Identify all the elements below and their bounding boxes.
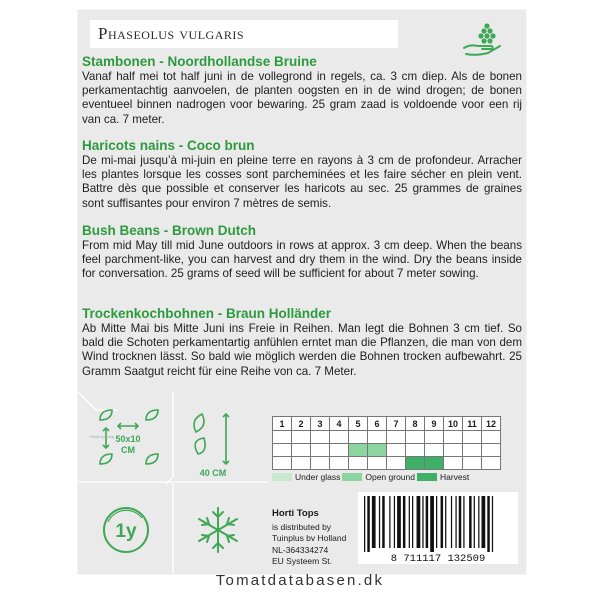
barcode-bar bbox=[451, 496, 452, 548]
barcode-bar bbox=[492, 496, 493, 552]
calendar-cell bbox=[425, 431, 444, 444]
spacing-label-line2: CM bbox=[121, 445, 135, 455]
barcode-bar bbox=[417, 496, 421, 548]
barcode-bar bbox=[367, 496, 370, 552]
barcode-bar bbox=[422, 496, 423, 548]
calendar-cell bbox=[444, 444, 463, 457]
month-header: 9 bbox=[425, 417, 444, 431]
brand-name: Horti Tops bbox=[272, 508, 319, 519]
month-header: 4 bbox=[330, 417, 349, 431]
calendar-cell bbox=[273, 431, 292, 444]
plant-height-icon bbox=[194, 414, 229, 464]
barcode-bar bbox=[394, 496, 395, 548]
barcode-bar bbox=[379, 496, 380, 548]
calendar-cell bbox=[330, 444, 349, 457]
barcode-bar bbox=[482, 496, 486, 548]
calendar-cell bbox=[387, 431, 406, 444]
section-german bbox=[82, 306, 522, 379]
calendar-cell bbox=[311, 457, 330, 470]
calendar-cell bbox=[444, 431, 463, 444]
barcode-bar bbox=[382, 496, 385, 548]
barcode-bar bbox=[397, 496, 401, 548]
calendar-cell bbox=[406, 457, 425, 470]
section-heading: Bush Beans - Brown Dutch bbox=[82, 223, 257, 238]
watermark-footer: Tomatdatabasen.dk bbox=[215, 572, 385, 589]
calendar-cell bbox=[368, 431, 387, 444]
section-dutch bbox=[82, 54, 522, 127]
calendar-cell bbox=[349, 444, 368, 457]
calendar-cell bbox=[368, 457, 387, 470]
height-label: 40 CM bbox=[199, 468, 227, 478]
annual-label: 1y bbox=[115, 521, 137, 542]
legend-harvest: Harvest bbox=[417, 472, 469, 482]
barcode bbox=[358, 492, 518, 564]
barcode-bar bbox=[430, 496, 434, 552]
calendar-cell bbox=[311, 444, 330, 457]
calendar-cell bbox=[463, 457, 482, 470]
calendar-cell bbox=[292, 431, 311, 444]
barcode-bar bbox=[469, 496, 472, 548]
barcode-bar bbox=[474, 496, 475, 548]
calendar-cell bbox=[482, 444, 501, 457]
calendar-cell bbox=[387, 457, 406, 470]
calendar-cell bbox=[463, 431, 482, 444]
spacing-label-line1: 50x10 bbox=[115, 434, 141, 444]
distributor-line: Tuinplus bv Holland bbox=[272, 533, 347, 543]
calendar-cell bbox=[444, 457, 463, 470]
calendar-cell bbox=[482, 457, 501, 470]
section-body: From mid May till mid June outdoors in rows at approx. 3 cm deep. When the beans feel parchment-like, you can harvest and dry them in the wind. Dry the beans inside for conversation. 25 grams of seed will be sufficient for about 7 meter sowing. bbox=[82, 239, 522, 281]
calendar-cell bbox=[425, 444, 444, 457]
svg-text:Plant spacing: Plant spacing bbox=[90, 434, 115, 439]
calendar-cell bbox=[349, 457, 368, 470]
month-header: 7 bbox=[387, 417, 406, 431]
barcode-bar bbox=[445, 496, 446, 548]
calendar-cell bbox=[311, 431, 330, 444]
calendar-cell bbox=[273, 457, 292, 470]
section-body: Ab Mitte Mai bis Mitte Juni ins Freie in Reihen. Man legt die Bohnen 3 cm tief. So bald die Schoten perkamentartig anfühlen erntet man die Pflanzen, die man von dem Wind trocknen lässt. So bald wie möglich werden die Bohnen trocken aufbewahrt. 25 Gramm Saatgut reicht für eine Reihe von ca. 7 Meter. bbox=[82, 322, 522, 378]
calendar-cell bbox=[368, 444, 387, 457]
calendar-cell bbox=[406, 431, 425, 444]
calendar-cell bbox=[463, 444, 482, 457]
month-header: 5 bbox=[349, 417, 368, 431]
legend-open-ground: Open ground bbox=[342, 472, 415, 482]
species-title: Phaseolus vulgaris bbox=[90, 20, 398, 48]
calendar-cell bbox=[406, 444, 425, 457]
barcode-number: 8 711117 132509 bbox=[390, 553, 486, 564]
calendar-cell bbox=[482, 431, 501, 444]
month-header: 3 bbox=[311, 417, 330, 431]
calendar-cell bbox=[387, 444, 406, 457]
barcode-bar bbox=[389, 496, 390, 548]
calendar-cell bbox=[273, 444, 292, 457]
section-heading: Haricots nains - Coco brun bbox=[82, 138, 255, 153]
month-header: 2 bbox=[292, 417, 311, 431]
calendar-legend bbox=[272, 472, 471, 482]
barcode-bar bbox=[426, 496, 429, 548]
section-body: Vanaf half mei tot half juni in de vollegrond in regels, ca. 3 cm diep. Als de bonen perkamentachtig aanvoelen, de planten oogsten en in de wind drogen; de bonen eventueel binnen nadrogen voor bewaring. 25 gram zaad is voldoende voor een rij van ca. 7 meter. bbox=[82, 70, 522, 126]
sowing-calendar bbox=[272, 416, 501, 470]
section-heading: Trockenkochbohnen - Braun Holländer bbox=[82, 306, 332, 321]
calendar-cell bbox=[292, 457, 311, 470]
barcode-bar bbox=[412, 496, 413, 548]
barcode-bar bbox=[364, 496, 365, 552]
snowflake-icon bbox=[199, 508, 237, 552]
month-header: 8 bbox=[406, 417, 425, 431]
barcode-bar bbox=[403, 496, 406, 548]
section-french bbox=[82, 138, 522, 211]
month-header: 1 bbox=[273, 417, 292, 431]
section-english bbox=[82, 223, 522, 282]
section-heading: Stambonen - Noordhollandse Bruine bbox=[82, 54, 317, 69]
seed-packet-back bbox=[78, 10, 526, 574]
barcode-bar bbox=[436, 496, 437, 548]
distributor-line: is distributed by bbox=[272, 521, 332, 532]
cultivation-icons bbox=[78, 392, 268, 574]
barcode-bar bbox=[455, 496, 456, 548]
barcode-bar bbox=[372, 496, 376, 548]
barcode-bar bbox=[463, 496, 464, 548]
distributor-line: NL-364334274 bbox=[272, 544, 329, 555]
distributor-info bbox=[272, 508, 346, 568]
distributor-line: EU Systeem St. bbox=[272, 556, 332, 566]
barcode-bar bbox=[487, 496, 490, 552]
month-header: 6 bbox=[368, 417, 387, 431]
calendar-cell bbox=[330, 457, 349, 470]
annual-icon bbox=[104, 508, 148, 552]
barcode-bar bbox=[478, 496, 479, 548]
barcode-bar bbox=[409, 496, 410, 548]
bottom-info-panel bbox=[78, 392, 526, 574]
calendar-cell bbox=[349, 431, 368, 444]
calendar-cell bbox=[425, 457, 444, 470]
barcode-bar bbox=[441, 496, 444, 548]
month-header: 12 bbox=[482, 417, 501, 431]
legend-under-glass: Under glass bbox=[272, 472, 340, 482]
barcode-bar bbox=[459, 496, 462, 548]
calendar-cell bbox=[292, 444, 311, 457]
section-body: De mi-mai jusqu’à mi-juin en pleine terre en rayons à 3 cm de profondeur. Arracher les plantes lorsque les cosses sont parcheminées et les faire sécher en plein vent. Battre dès que possible et conserver les haricots au sec. 25 grammes de graines sont suffisantes pour environ 7 mètres de semis. bbox=[82, 154, 522, 210]
month-header: 11 bbox=[463, 417, 482, 431]
calendar-cell bbox=[330, 431, 349, 444]
month-header: 10 bbox=[444, 417, 463, 431]
